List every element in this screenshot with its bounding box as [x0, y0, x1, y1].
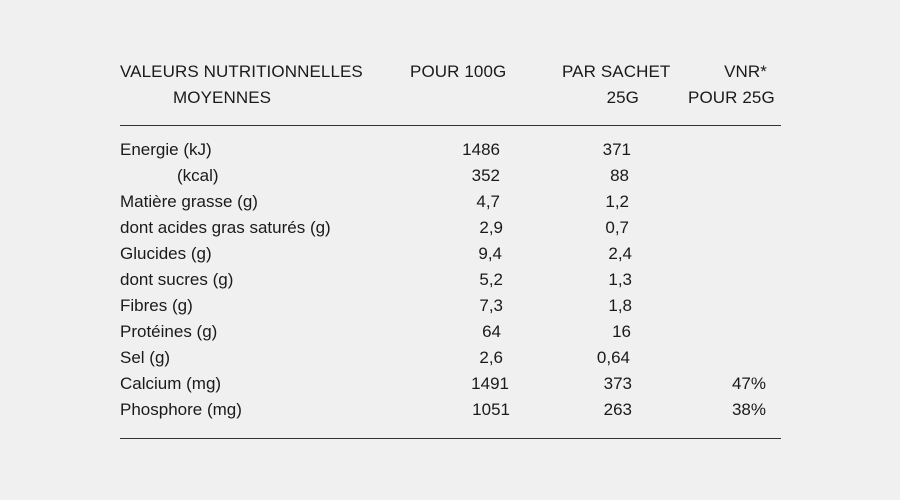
row-label: (kcal)	[177, 166, 219, 185]
header-nutrition-values: VALEURS NUTRITIONNELLES	[120, 62, 363, 81]
row-per100: 2,6	[479, 348, 503, 367]
row-sachet: 2,4	[608, 244, 632, 263]
header-averages: MOYENNES	[173, 88, 272, 107]
row-sachet: 1,2	[605, 192, 629, 211]
row-sachet: 0,7	[605, 218, 629, 237]
header-divider	[120, 125, 781, 126]
row-vnr: 47%	[731, 374, 766, 393]
header-per-sachet: PAR SACHET	[562, 62, 671, 81]
footer-divider	[120, 438, 781, 439]
row-label: Calcium (mg)	[120, 374, 222, 393]
row-label: Phosphore (mg)	[120, 400, 242, 419]
row-sachet: 0,64	[596, 348, 630, 367]
row-per100: 2,9	[479, 218, 503, 237]
row-per100: 64	[482, 322, 501, 341]
row-sachet: 263	[603, 400, 632, 419]
header-vnr-per-25g: POUR 25G	[688, 88, 775, 107]
row-per100: 5,2	[479, 270, 503, 289]
row-sachet: 1,3	[608, 270, 632, 289]
row-label: Protéines (g)	[120, 322, 218, 341]
row-label: Glucides (g)	[120, 244, 212, 263]
row-per100: 1486	[462, 140, 500, 159]
row-sachet: 1,8	[608, 296, 632, 315]
row-sachet: 88	[610, 166, 629, 185]
header-vnr: VNR*	[724, 62, 767, 81]
row-label: dont acides gras saturés (g)	[120, 218, 331, 237]
row-per100: 352	[471, 166, 500, 185]
header-sachet-weight: 25G	[606, 88, 639, 107]
row-sachet: 16	[612, 322, 631, 341]
row-per100: 9,4	[478, 244, 502, 263]
row-label: Energie (kJ)	[120, 140, 212, 159]
row-label: Sel (g)	[120, 348, 171, 367]
row-label: Matière grasse (g)	[120, 192, 258, 211]
row-per100: 4,7	[476, 192, 500, 211]
row-label: Fibres (g)	[120, 296, 193, 315]
row-per100: 1051	[472, 400, 510, 419]
row-sachet: 373	[603, 374, 632, 393]
header-per-100g: POUR 100G	[410, 62, 507, 81]
row-per100: 1491	[471, 374, 509, 393]
row-vnr: 38%	[731, 400, 766, 419]
row-sachet: 371	[602, 140, 631, 159]
row-label: dont sucres (g)	[120, 270, 234, 289]
row-per100: 7,3	[479, 296, 503, 315]
